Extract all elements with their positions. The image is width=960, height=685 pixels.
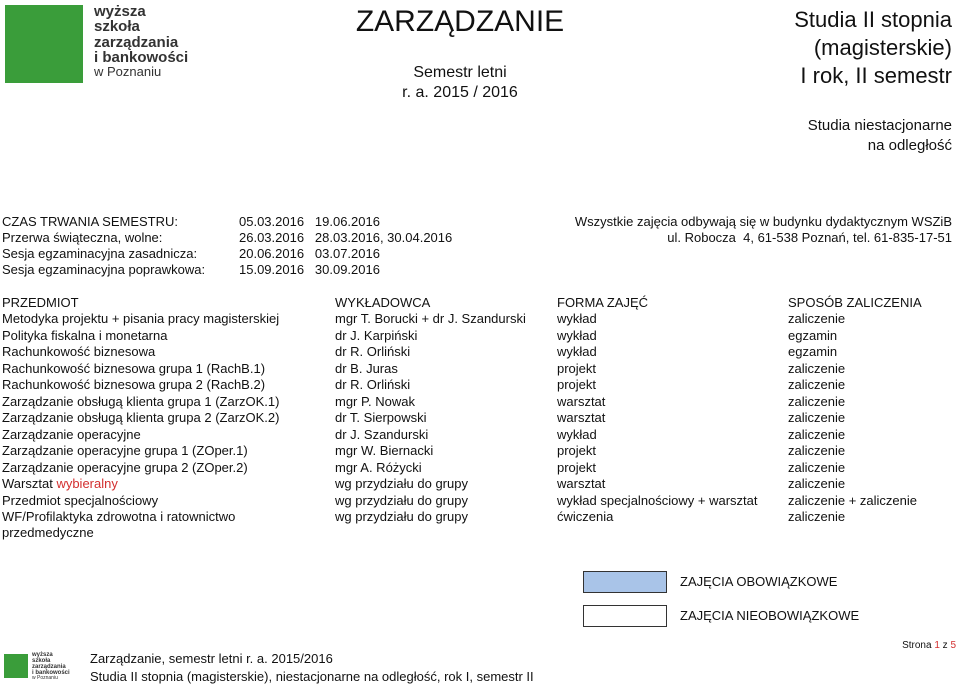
table-row — [2, 344, 958, 361]
schedule-label: Sesja egzaminacyjna poprawkowa: — [2, 262, 206, 277]
cell-subject — [2, 476, 118, 492]
table-row — [2, 427, 958, 444]
table-row — [2, 328, 958, 345]
location-line: Wszystkie zajęcia odbywają się w budynku dydaktycznym WSZiB — [574, 214, 952, 229]
cell-subject: Metodyka projektu + pisania pracy magisterskiej — [2, 311, 280, 326]
cell-assessment: zaliczenie + zaliczenie — [788, 492, 917, 508]
cell-lecturer: wg przydziału do grupy — [335, 509, 468, 524]
location-line: ul. Robocza 4, 61-538 Poznań, tel. 61-835-17-51 — [667, 230, 952, 245]
footer-line: Zarządzanie, semestr letni r. a. 2015/2016 — [90, 651, 333, 666]
cell-lecturer: dr J. Karpiński — [335, 327, 418, 343]
study-mode — [652, 116, 952, 156]
footer-logo-line: zarządzania — [32, 664, 66, 671]
schedule-row — [2, 214, 542, 230]
table-row — [2, 493, 958, 510]
page-sep: z — [942, 640, 948, 651]
cell-assessment: zaliczenie — [788, 443, 846, 458]
table-row — [2, 509, 958, 540]
header-form: FORMA ZAJĘĆ — [557, 295, 649, 310]
cell-form: warsztat — [557, 393, 606, 409]
cell-form: projekt — [557, 443, 597, 458]
cell-form: warsztat — [557, 410, 606, 425]
cell-form: wykład — [557, 426, 597, 442]
footer-logo-line: i bankowości — [32, 670, 70, 677]
study-level-line: Studia II stopnia — [794, 7, 952, 32]
schedule-info — [2, 214, 542, 278]
cell-form: ćwiczenia — [557, 509, 614, 524]
logo-line: szkoła — [94, 18, 140, 36]
study-level-line: I rok, II semestr — [800, 63, 952, 88]
study-mode-line: na odległość — [867, 137, 952, 154]
cell-lecturer: mgr T. Borucki + dr J. Szandurski — [335, 311, 526, 326]
cell-lecturer: dr B. Juras — [335, 360, 398, 376]
cell-subject: Przedmiot specjalnościowy — [2, 492, 159, 508]
cell-lecturer: wg przydziału do grupy — [335, 492, 468, 508]
table-row — [2, 361, 958, 378]
cell-form: projekt — [557, 360, 597, 376]
schedule-value: 15.09.2016 30.09.2016 — [239, 262, 380, 277]
cell-lecturer: mgr W. Biernacki — [335, 443, 434, 458]
table-row — [2, 410, 958, 427]
logo-line: i bankowości — [94, 48, 189, 66]
legend-mandatory-label: ZAJĘCIA OBOWIĄZKOWE — [680, 574, 838, 589]
schedule-value: 26.03.2016 28.03.2016, 30.04.2016 — [239, 230, 453, 245]
table-row — [2, 311, 958, 328]
academic-year: r. a. 2015 / 2016 — [402, 84, 518, 101]
logo-mark — [5, 5, 83, 83]
schedule-label: Sesja egzaminacyjna zasadnicza: — [2, 246, 198, 261]
cell-assessment: zaliczenie — [788, 410, 846, 425]
legend-optional-label: ZAJĘCIA NIEOBOWIĄZKOWE — [680, 608, 860, 623]
table-row — [2, 377, 958, 394]
cell-lecturer: dr R. Orliński — [335, 344, 411, 359]
cell-assessment: egzamin — [788, 327, 838, 343]
footer-text — [90, 651, 534, 685]
cell-lecturer: dr T. Sierpowski — [335, 410, 427, 425]
cell-subject: Polityka fiskalna i monetarna — [2, 327, 168, 343]
study-level — [652, 6, 952, 90]
schedule-row — [2, 262, 542, 278]
logo-text — [94, 4, 188, 78]
cell-assessment: zaliczenie — [788, 476, 846, 491]
cell-assessment: zaliczenie — [788, 509, 846, 524]
header-subject: PRZEDMIOT — [2, 295, 79, 310]
cell-subject-text: WF/Profilaktyka zdrowotna i ratownictwo — [2, 509, 236, 524]
table-row — [2, 394, 958, 411]
cell-assessment: zaliczenie — [788, 360, 846, 376]
cell-assessment: zaliczenie — [788, 459, 846, 475]
footer-logo-line: szkoła — [32, 658, 51, 665]
cell-assessment: egzamin — [788, 344, 838, 359]
cell-subject: Zarządzanie operacyjne grupa 1 (ZOper.1) — [2, 443, 248, 458]
cell-form: projekt — [557, 377, 597, 392]
study-level-line: (magisterskie) — [813, 35, 952, 60]
schedule-row — [2, 230, 542, 246]
page-total: 5 — [950, 640, 956, 651]
cell-assessment: zaliczenie — [788, 426, 846, 442]
logo-line: wyższa — [94, 3, 146, 20]
cell-assessment: zaliczenie — [788, 377, 846, 392]
cell-assessment: zaliczenie — [788, 311, 846, 326]
cell-lecturer: mgr A. Różycki — [335, 459, 422, 475]
cell-lecturer: dr J. Szandurski — [335, 426, 429, 442]
cell-subject: Zarządzanie obsługą klienta grupa 1 (ZarzOK.1) — [2, 393, 280, 409]
table-body — [2, 311, 958, 540]
cell-subject-highlight: wybieralny — [56, 476, 118, 491]
cell-subject: Zarządzanie operacyjne grupa 2 (ZOper.2) — [2, 459, 248, 475]
page-number — [902, 640, 956, 651]
table-row — [2, 460, 958, 477]
footer-line: Studia II stopnia (magisterskie), niestacjonarne na odległość, rok I, semestr II — [90, 669, 534, 684]
cell-subject: Rachunkowość biznesowa grupa 1 (RachB.1) — [2, 360, 266, 376]
cell-form: warsztat — [557, 476, 606, 491]
legend-optional-swatch — [583, 605, 667, 627]
location-info — [532, 214, 952, 246]
logo-city: w Poznaniu — [94, 64, 162, 80]
cell-form: wykład specjalnościowy + warsztat — [557, 492, 758, 508]
cell-subject-text: Warsztat — [2, 476, 53, 491]
cell-lecturer: mgr P. Nowak — [335, 393, 415, 409]
table-row — [2, 476, 958, 493]
cell-subject — [2, 509, 235, 541]
cell-subject: Rachunkowość biznesowa grupa 2 (RachB.2) — [2, 377, 266, 392]
cell-subject: Zarządzanie operacyjne — [2, 426, 141, 442]
logo-line: zarządzania — [94, 33, 179, 51]
cell-subject: Zarządzanie obsługą klienta grupa 2 (ZarzOK.2) — [2, 410, 280, 425]
cell-subject-text-line2: przedmedyczne — [2, 525, 94, 540]
page-current: 1 — [934, 640, 940, 651]
footer-logo-city: w Poznaniu — [32, 675, 58, 682]
semester-label: Semestr letni — [413, 64, 507, 81]
cell-assessment: zaliczenie — [788, 393, 846, 409]
cell-form: wykład — [557, 311, 597, 326]
footer-logo-line: wyższa — [32, 652, 53, 658]
footer-logo-mark — [4, 654, 28, 678]
course-table — [2, 295, 958, 545]
cell-lecturer: dr R. Orliński — [335, 377, 411, 392]
schedule-value: 05.03.2016 19.06.2016 — [239, 214, 380, 229]
cell-subject: Rachunkowość biznesowa — [2, 344, 156, 359]
schedule-row — [2, 246, 542, 262]
cell-form: wykład — [557, 344, 597, 359]
study-mode-line: Studia niestacjonarne — [807, 117, 952, 134]
footer-logo-text — [32, 652, 70, 682]
table-row — [2, 443, 958, 460]
legend-mandatory-swatch — [583, 571, 667, 593]
page-title: ZARZĄDZANIE — [355, 5, 565, 38]
header-assessment: SPOSÓB ZALICZENIA — [788, 295, 922, 310]
schedule-value: 20.06.2016 03.07.2016 — [239, 246, 380, 261]
cell-lecturer: wg przydziału do grupy — [335, 476, 468, 491]
schedule-label: CZAS TRWANIA SEMESTRU: — [2, 214, 179, 229]
page-label: Strona — [902, 640, 932, 651]
cell-form: wykład — [557, 327, 597, 343]
header-lecturer: WYKŁADOWCA — [335, 295, 431, 310]
cell-form: projekt — [557, 459, 597, 475]
schedule-label: Przerwa świąteczna, wolne: — [2, 230, 163, 245]
table-header — [2, 295, 958, 311]
